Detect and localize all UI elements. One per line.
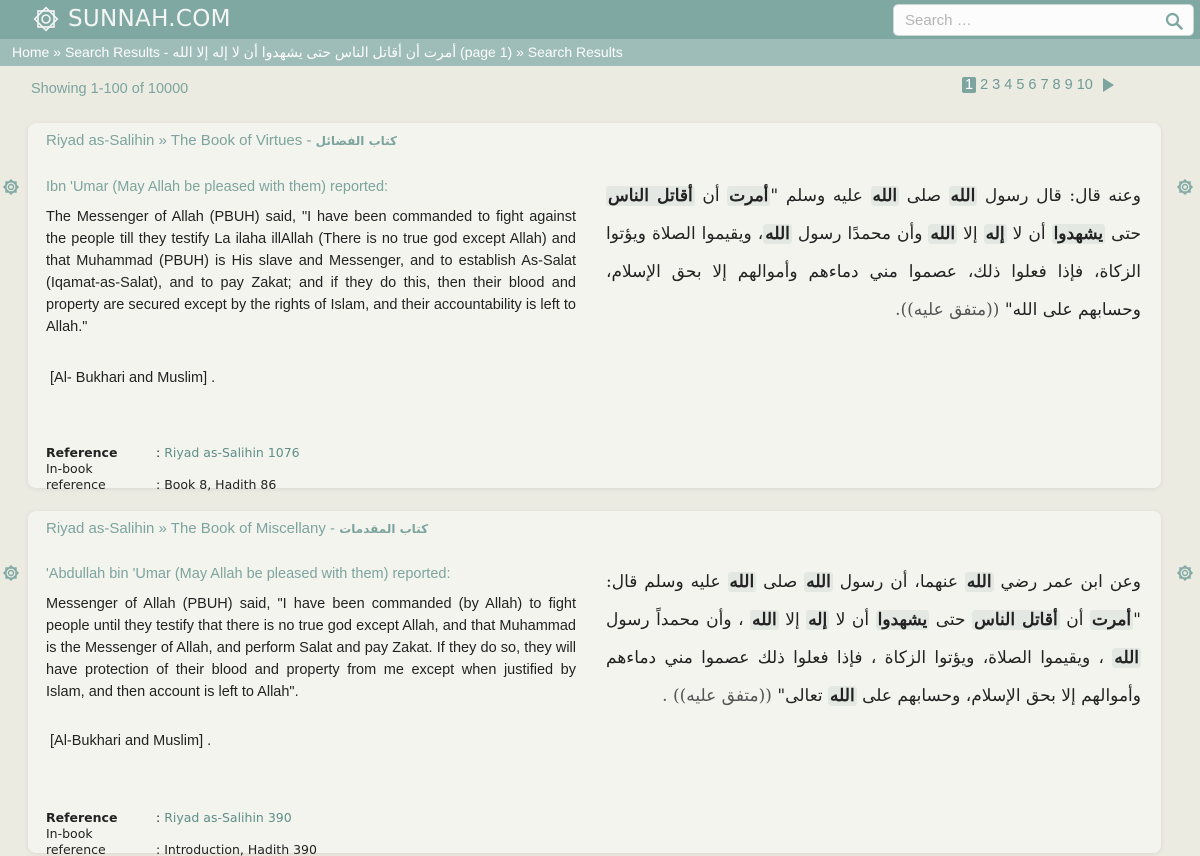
site-header — [0, 0, 1200, 39]
hadith-english-text: The Messenger of Allah (PBUH) said, "I have been commanded to fight against the people till they testify La ilaha illAllah (There is no true god except Allah) and that Muhammad (PBUH) is His slave and Messenger, and to establish As-Salat (Iqamat-as-Salat), and to pay Zakat; and if they do this, then their blood and property are secured except by the rights of Islam, and their accountability is left to Allah." — [46, 209, 576, 335]
hadith-arabic-text: وعن ابن عمر رضي الله عنهما، أن رسول الله صلى الله عليه وسلم قال: "أمرت أن أقاتل الناس حتى يشهدوا أن لا إله إلا الله ، وأن محمداً رسول الله ، ويقيموا الصلاة، ويؤتوا الزكاة ، فإذا فعلوا ذلك عصموا مني دماءهم وأموالهم إلا بحق الإسلام، وحسابهم على الله تعالى" ((متفق عليه)) . — [606, 572, 1142, 706]
side-star-icon[interactable] — [1175, 563, 1195, 583]
page-link[interactable]: 6 — [1028, 77, 1037, 93]
breadcrumb — [12, 44, 623, 61]
breadcrumb-search-query[interactable]: Search Results - أمرت أن أقاتل الناس حتى يشهدوا أن لا إله إلا الله (page 1) — [64, 44, 513, 60]
breadcrumb-current: Search Results — [527, 44, 623, 60]
side-star-icon — [1, 563, 21, 583]
page-link[interactable]: 3 — [992, 77, 1001, 93]
search-icon[interactable] — [1165, 12, 1183, 30]
hadith-narrator: Ibn 'Umar (May Allah be pleased with them) reported: — [46, 179, 389, 195]
side-star-icon[interactable] — [1175, 177, 1195, 197]
hadith-grade: [Al-Bukhari and Muslim] . — [50, 733, 212, 749]
hadith-card — [28, 511, 1161, 856]
pagination — [962, 77, 1114, 93]
book-arabic-title: كتاب الفضائل — [315, 134, 398, 148]
page-link[interactable]: 4 — [1004, 77, 1013, 93]
page-link-current[interactable]: 1 — [962, 77, 976, 93]
inbook-reference-value: Introduction, Hadith 390 — [164, 842, 317, 856]
hadith-reference: Reference : Riyad as-Salihin 390 In-book reference : Introduction, Hadith 390 — [46, 810, 317, 856]
page-link[interactable]: 10 — [1076, 77, 1093, 93]
hadith-reference: Reference : Riyad as-Salihin 1076 In-book reference : Book 8, Hadith 86 — [46, 445, 300, 492]
breadcrumb-home[interactable]: Home — [12, 44, 50, 60]
reference-label: Reference — [46, 810, 118, 825]
hadith-arabic-text: وعنه قال: قال رسول الله صلى الله عليه وسلم "أمرت أن أقاتل الناس حتى يشهدوا أن لا إله إلا الله وأن محمدًا رسول الله، ويقيموا الصلاة ويؤتوا الزكاة، فإذا فعلوا ذلك، عصموا مني دماءهم وأموالهم إلا بحق الإسلام، وحسابهم على الله" ((متفق عليه)). — [606, 186, 1141, 320]
title-dash: - — [302, 132, 316, 149]
page-link[interactable]: 7 — [1040, 77, 1049, 93]
page-link[interactable]: 9 — [1064, 77, 1073, 93]
hadith-book-title — [46, 520, 428, 537]
hadith-narrator: 'Abdullah bin 'Umar (May Allah be pleased with them) reported: — [46, 566, 451, 582]
reference-label: Reference — [46, 445, 118, 460]
hadith-card — [28, 123, 1161, 492]
inbook-reference-value: Book 8, Hadith 86 — [164, 477, 277, 492]
reference-link[interactable]: Riyad as-Salihin 390 — [164, 810, 292, 825]
reference-link[interactable]: Riyad as-Salihin 1076 — [164, 445, 300, 460]
hadith-grade: [Al- Bukhari and Muslim] . — [50, 370, 216, 386]
hadith-book-title — [46, 132, 397, 149]
logo-mark-icon — [32, 5, 60, 33]
search-input[interactable] — [894, 5, 1154, 35]
search-box — [893, 4, 1194, 36]
collection-link[interactable]: Riyad as-Salihin — [46, 132, 155, 149]
title-dash: - — [325, 520, 340, 537]
breadcrumb-bar — [0, 39, 1200, 66]
title-separator: » — [154, 132, 171, 149]
book-arabic-title: كتاب المقدمات — [339, 522, 429, 536]
hadith-english-text: Messenger of Allah (PBUH) said, "I have been commanded (by Allah) to fight people until they testify that there is no true god except Allah, and that Muhammad is the Messenger of Allah, and perform Salat and pay Zakat. If they do so, they will have protection of their blood and property from me except when justified by Islam, and then account is left to Allah". — [46, 596, 576, 700]
book-link[interactable]: The Book of Virtues — [170, 132, 303, 149]
page-link[interactable]: 8 — [1052, 77, 1061, 93]
results-count: Showing 1-100 of 10000 — [31, 81, 189, 97]
inbook-reference-label: In-book reference — [46, 826, 106, 856]
book-link[interactable]: The Book of Miscellany — [170, 520, 326, 537]
inbook-reference-label: In-book reference — [46, 461, 106, 492]
collection-link[interactable]: Riyad as-Salihin — [46, 520, 155, 537]
page-link[interactable]: 5 — [1016, 77, 1025, 93]
next-page-arrow-icon[interactable] — [1103, 78, 1114, 92]
side-star-icon — [1, 177, 21, 197]
title-separator: » — [154, 520, 171, 537]
breadcrumb-separator: » — [49, 44, 65, 60]
site-logo[interactable] — [32, 5, 231, 33]
page-link[interactable]: 2 — [980, 77, 989, 93]
breadcrumb-separator: » — [512, 44, 528, 60]
logo-text: SUNNAH.COM — [68, 6, 231, 32]
